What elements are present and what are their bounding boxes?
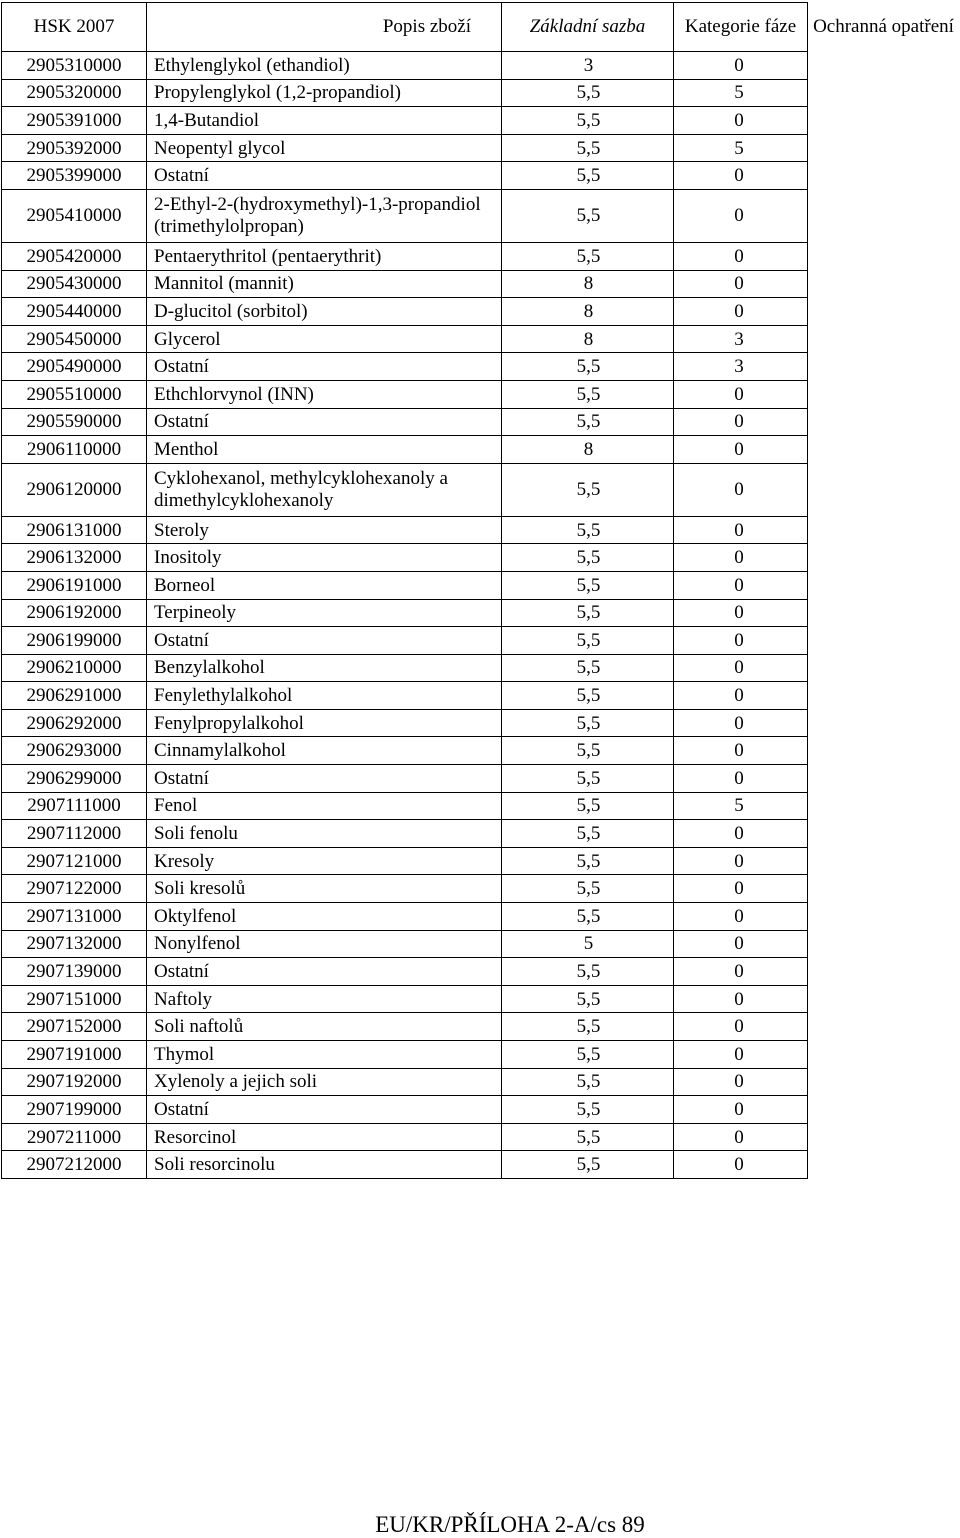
cell-description: Thymol [147, 1041, 502, 1069]
header-staging-category: Kategorie fáze [674, 3, 808, 52]
cell-protective-measures [808, 134, 960, 162]
cell-description: Mannitol (mannit) [147, 270, 502, 298]
cell-hsk-code: 2906191000 [2, 571, 147, 599]
cell-description: Menthol [147, 436, 502, 464]
cell-protective-measures [808, 353, 960, 381]
cell-staging-category: 0 [674, 820, 808, 848]
cell-protective-measures [808, 1013, 960, 1041]
cell-base-rate: 5,5 [502, 189, 674, 242]
cell-description: Fenylethylalkohol [147, 682, 502, 710]
cell-description: Ostatní [147, 1096, 502, 1124]
cell-description: Cyklohexanol, methylcyklohexanoly a dimethylcyklohexanoly [147, 463, 502, 516]
cell-description: Ostatní [147, 162, 502, 190]
cell-base-rate: 8 [502, 270, 674, 298]
cell-description: Cinnamylalkohol [147, 737, 502, 765]
cell-staging-category: 0 [674, 571, 808, 599]
cell-hsk-code: 2907131000 [2, 903, 147, 931]
cell-hsk-code: 2907211000 [2, 1123, 147, 1151]
table-row [2, 571, 960, 599]
cell-protective-measures [808, 571, 960, 599]
table-row [2, 52, 960, 80]
cell-staging-category: 0 [674, 709, 808, 737]
cell-protective-measures [808, 189, 960, 242]
cell-hsk-code: 2905399000 [2, 162, 147, 190]
cell-description: Xylenoly a jejich soli [147, 1068, 502, 1096]
table-row [2, 1096, 960, 1124]
cell-base-rate: 5,5 [502, 107, 674, 135]
cell-description: Steroly [147, 516, 502, 544]
cell-protective-measures [808, 737, 960, 765]
cell-protective-measures [808, 599, 960, 627]
cell-description: Inositoly [147, 544, 502, 572]
cell-protective-measures [808, 544, 960, 572]
cell-base-rate: 3 [502, 52, 674, 80]
cell-staging-category: 5 [674, 134, 808, 162]
cell-base-rate: 5,5 [502, 463, 674, 516]
cell-hsk-code: 2905420000 [2, 242, 147, 270]
cell-protective-measures [808, 162, 960, 190]
cell-staging-category: 0 [674, 544, 808, 572]
cell-description: Ostatní [147, 408, 502, 436]
cell-description: Kresoly [147, 847, 502, 875]
table-row [2, 134, 960, 162]
cell-description: D-glucitol (sorbitol) [147, 298, 502, 326]
cell-staging-category: 0 [674, 1068, 808, 1096]
cell-description: Borneol [147, 571, 502, 599]
cell-protective-measures [808, 682, 960, 710]
cell-base-rate: 5,5 [502, 1041, 674, 1069]
cell-base-rate: 5,5 [502, 709, 674, 737]
cell-hsk-code: 2906210000 [2, 654, 147, 682]
table-row [2, 353, 960, 381]
cell-description: Ostatní [147, 958, 502, 986]
cell-staging-category: 0 [674, 765, 808, 793]
cell-base-rate: 5,5 [502, 820, 674, 848]
cell-description: Ethchlorvynol (INN) [147, 380, 502, 408]
cell-description: Nonylfenol [147, 930, 502, 958]
table-row [2, 463, 960, 516]
cell-base-rate: 5 [502, 930, 674, 958]
cell-description: Fenol [147, 792, 502, 820]
cell-description: Neopentyl glycol [147, 134, 502, 162]
cell-description: Soli resorcinolu [147, 1151, 502, 1179]
cell-protective-measures [808, 107, 960, 135]
cell-staging-category: 0 [674, 408, 808, 436]
cell-staging-category: 0 [674, 1013, 808, 1041]
cell-hsk-code: 2905510000 [2, 380, 147, 408]
cell-hsk-code: 2907132000 [2, 930, 147, 958]
table-row [2, 599, 960, 627]
cell-description: Ostatní [147, 353, 502, 381]
table-row [2, 1013, 960, 1041]
cell-base-rate: 5,5 [502, 353, 674, 381]
cell-base-rate: 5,5 [502, 242, 674, 270]
table-row [2, 162, 960, 190]
table-row [2, 516, 960, 544]
cell-hsk-code: 2907139000 [2, 958, 147, 986]
cell-hsk-code: 2905410000 [2, 189, 147, 242]
cell-hsk-code: 2906293000 [2, 737, 147, 765]
cell-hsk-code: 2907199000 [2, 1096, 147, 1124]
table-row [2, 436, 960, 464]
cell-base-rate: 5,5 [502, 408, 674, 436]
cell-hsk-code: 2905450000 [2, 325, 147, 353]
cell-description: Benzylalkohol [147, 654, 502, 682]
cell-hsk-code: 2906299000 [2, 765, 147, 793]
header-protective-measures: Ochranná opatření [813, 16, 954, 37]
cell-protective-measures [808, 1096, 960, 1124]
cell-protective-measures [808, 985, 960, 1013]
cell-description: Soli kresolů [147, 875, 502, 903]
cell-description: Terpineoly [147, 599, 502, 627]
cell-staging-category: 0 [674, 436, 808, 464]
cell-base-rate: 5,5 [502, 627, 674, 655]
table-row [2, 270, 960, 298]
cell-hsk-code: 2907122000 [2, 875, 147, 903]
table-row [2, 298, 960, 326]
table-row [2, 903, 960, 931]
cell-description: Pentaerythritol (pentaerythrit) [147, 242, 502, 270]
cell-base-rate: 8 [502, 298, 674, 326]
cell-description: Ostatní [147, 765, 502, 793]
table-row [2, 847, 960, 875]
cell-staging-category: 0 [674, 107, 808, 135]
cell-staging-category: 5 [674, 79, 808, 107]
cell-base-rate: 5,5 [502, 1013, 674, 1041]
cell-protective-measures [808, 958, 960, 986]
cell-protective-measures [808, 298, 960, 326]
cell-protective-measures [808, 792, 960, 820]
cell-protective-measures [808, 875, 960, 903]
cell-staging-category: 0 [674, 380, 808, 408]
cell-protective-measures [808, 847, 960, 875]
cell-hsk-code: 2906110000 [2, 436, 147, 464]
cell-protective-measures [808, 1068, 960, 1096]
table-row [2, 627, 960, 655]
table-row [2, 1041, 960, 1069]
cell-staging-category: 0 [674, 847, 808, 875]
cell-base-rate: 5,5 [502, 792, 674, 820]
cell-base-rate: 5,5 [502, 875, 674, 903]
cell-hsk-code: 2907152000 [2, 1013, 147, 1041]
cell-hsk-code: 2905440000 [2, 298, 147, 326]
cell-staging-category: 0 [674, 1151, 808, 1179]
header-hsk-code: HSK 2007 [2, 3, 147, 52]
header-base-rate: Základní sazba [502, 3, 674, 52]
cell-base-rate: 5,5 [502, 380, 674, 408]
tariff-schedule-table [1, 2, 960, 1179]
cell-hsk-code: 2905391000 [2, 107, 147, 135]
cell-protective-measures [808, 1151, 960, 1179]
cell-staging-category: 0 [674, 737, 808, 765]
cell-protective-measures [808, 516, 960, 544]
cell-description: Glycerol [147, 325, 502, 353]
cell-hsk-code: 2907191000 [2, 1041, 147, 1069]
cell-hsk-code: 2906292000 [2, 709, 147, 737]
cell-base-rate: 5,5 [502, 134, 674, 162]
table-body [2, 52, 960, 1179]
table-row [2, 930, 960, 958]
cell-base-rate: 5,5 [502, 847, 674, 875]
table-row [2, 1123, 960, 1151]
table-row [2, 242, 960, 270]
cell-base-rate: 5,5 [502, 544, 674, 572]
cell-protective-measures [808, 52, 960, 80]
table-row [2, 408, 960, 436]
cell-hsk-code: 2907151000 [2, 985, 147, 1013]
cell-protective-measures [808, 270, 960, 298]
cell-base-rate: 5,5 [502, 162, 674, 190]
cell-protective-measures [808, 325, 960, 353]
cell-base-rate: 5,5 [502, 903, 674, 931]
table-row [2, 380, 960, 408]
cell-staging-category: 0 [674, 1096, 808, 1124]
cell-protective-measures [808, 242, 960, 270]
cell-description: Propylenglykol (1,2-propandiol) [147, 79, 502, 107]
cell-base-rate: 5,5 [502, 737, 674, 765]
table-row [2, 709, 960, 737]
cell-staging-category: 0 [674, 242, 808, 270]
cell-protective-measures [808, 627, 960, 655]
cell-hsk-code: 2906131000 [2, 516, 147, 544]
cell-base-rate: 5,5 [502, 1123, 674, 1151]
cell-protective-measures [808, 79, 960, 107]
cell-staging-category: 0 [674, 930, 808, 958]
cell-staging-category: 0 [674, 682, 808, 710]
table-row [2, 792, 960, 820]
page-footer: EU/KR/PŘÍLOHA 2-A/cs 89 [375, 1512, 645, 1537]
cell-hsk-code: 2907121000 [2, 847, 147, 875]
cell-staging-category: 0 [674, 1041, 808, 1069]
cell-description: Soli fenolu [147, 820, 502, 848]
cell-hsk-code: 2907112000 [2, 820, 147, 848]
cell-base-rate: 8 [502, 436, 674, 464]
cell-staging-category: 0 [674, 627, 808, 655]
table-row [2, 765, 960, 793]
cell-hsk-code: 2906132000 [2, 544, 147, 572]
cell-hsk-code: 2906199000 [2, 627, 147, 655]
cell-protective-measures [808, 709, 960, 737]
cell-description: Soli naftolů [147, 1013, 502, 1041]
cell-base-rate: 5,5 [502, 571, 674, 599]
cell-protective-measures [808, 930, 960, 958]
cell-description: Oktylfenol [147, 903, 502, 931]
cell-staging-category: 0 [674, 162, 808, 190]
cell-description: Ethylenglykol (ethandiol) [147, 52, 502, 80]
cell-base-rate: 5,5 [502, 654, 674, 682]
cell-description: Fenylpropylalkohol [147, 709, 502, 737]
cell-base-rate: 8 [502, 325, 674, 353]
cell-protective-measures [808, 408, 960, 436]
table-row [2, 654, 960, 682]
cell-staging-category: 0 [674, 958, 808, 986]
cell-hsk-code: 2905392000 [2, 134, 147, 162]
table-row [2, 189, 960, 242]
table-row [2, 325, 960, 353]
cell-protective-measures [808, 436, 960, 464]
cell-protective-measures [808, 903, 960, 931]
cell-staging-category: 0 [674, 516, 808, 544]
cell-base-rate: 5,5 [502, 765, 674, 793]
cell-hsk-code: 2905310000 [2, 52, 147, 80]
cell-hsk-code: 2905430000 [2, 270, 147, 298]
table-header-row [2, 3, 960, 52]
cell-protective-measures [808, 380, 960, 408]
cell-staging-category: 0 [674, 52, 808, 80]
table-row [2, 985, 960, 1013]
cell-staging-category: 0 [674, 189, 808, 242]
cell-staging-category: 0 [674, 270, 808, 298]
cell-hsk-code: 2907111000 [2, 792, 147, 820]
cell-protective-measures [808, 765, 960, 793]
table-row [2, 737, 960, 765]
cell-staging-category: 0 [674, 599, 808, 627]
table-row [2, 544, 960, 572]
cell-base-rate: 5,5 [502, 516, 674, 544]
cell-staging-category: 0 [674, 298, 808, 326]
table-row [2, 1068, 960, 1096]
cell-base-rate: 5,5 [502, 958, 674, 986]
cell-base-rate: 5,5 [502, 79, 674, 107]
cell-staging-category: 0 [674, 985, 808, 1013]
cell-description: 2-Ethyl-2-(hydroxymethyl)-1,3-propandiol (trimethylolpropan) [147, 189, 502, 242]
cell-base-rate: 5,5 [502, 1068, 674, 1096]
cell-description: 1,4-Butandiol [147, 107, 502, 135]
table-row [2, 958, 960, 986]
header-description: Popis zboží [147, 3, 502, 52]
cell-base-rate: 5,5 [502, 985, 674, 1013]
cell-protective-measures [808, 1041, 960, 1069]
cell-hsk-code: 2907212000 [2, 1151, 147, 1179]
cell-staging-category: 3 [674, 353, 808, 381]
cell-protective-measures [808, 820, 960, 848]
cell-protective-measures [808, 654, 960, 682]
cell-description: Resorcinol [147, 1123, 502, 1151]
cell-description: Naftoly [147, 985, 502, 1013]
cell-staging-category: 0 [674, 1123, 808, 1151]
cell-hsk-code: 2906120000 [2, 463, 147, 516]
cell-staging-category: 0 [674, 654, 808, 682]
cell-base-rate: 5,5 [502, 599, 674, 627]
cell-base-rate: 5,5 [502, 1151, 674, 1179]
cell-hsk-code: 2906192000 [2, 599, 147, 627]
cell-hsk-code: 2907192000 [2, 1068, 147, 1096]
table-row [2, 79, 960, 107]
cell-hsk-code: 2905490000 [2, 353, 147, 381]
cell-protective-measures [808, 1123, 960, 1151]
table-row [2, 820, 960, 848]
table-row [2, 107, 960, 135]
cell-staging-category: 3 [674, 325, 808, 353]
table-row [2, 875, 960, 903]
cell-protective-measures [808, 463, 960, 516]
cell-hsk-code: 2905320000 [2, 79, 147, 107]
cell-hsk-code: 2906291000 [2, 682, 147, 710]
cell-hsk-code: 2905590000 [2, 408, 147, 436]
table-row [2, 1151, 960, 1179]
cell-staging-category: 0 [674, 903, 808, 931]
cell-description: Ostatní [147, 627, 502, 655]
cell-staging-category: 5 [674, 792, 808, 820]
table-row [2, 682, 960, 710]
tariff-table-container [1, 2, 960, 1179]
cell-staging-category: 0 [674, 463, 808, 516]
cell-staging-category: 0 [674, 875, 808, 903]
cell-base-rate: 5,5 [502, 682, 674, 710]
cell-base-rate: 5,5 [502, 1096, 674, 1124]
